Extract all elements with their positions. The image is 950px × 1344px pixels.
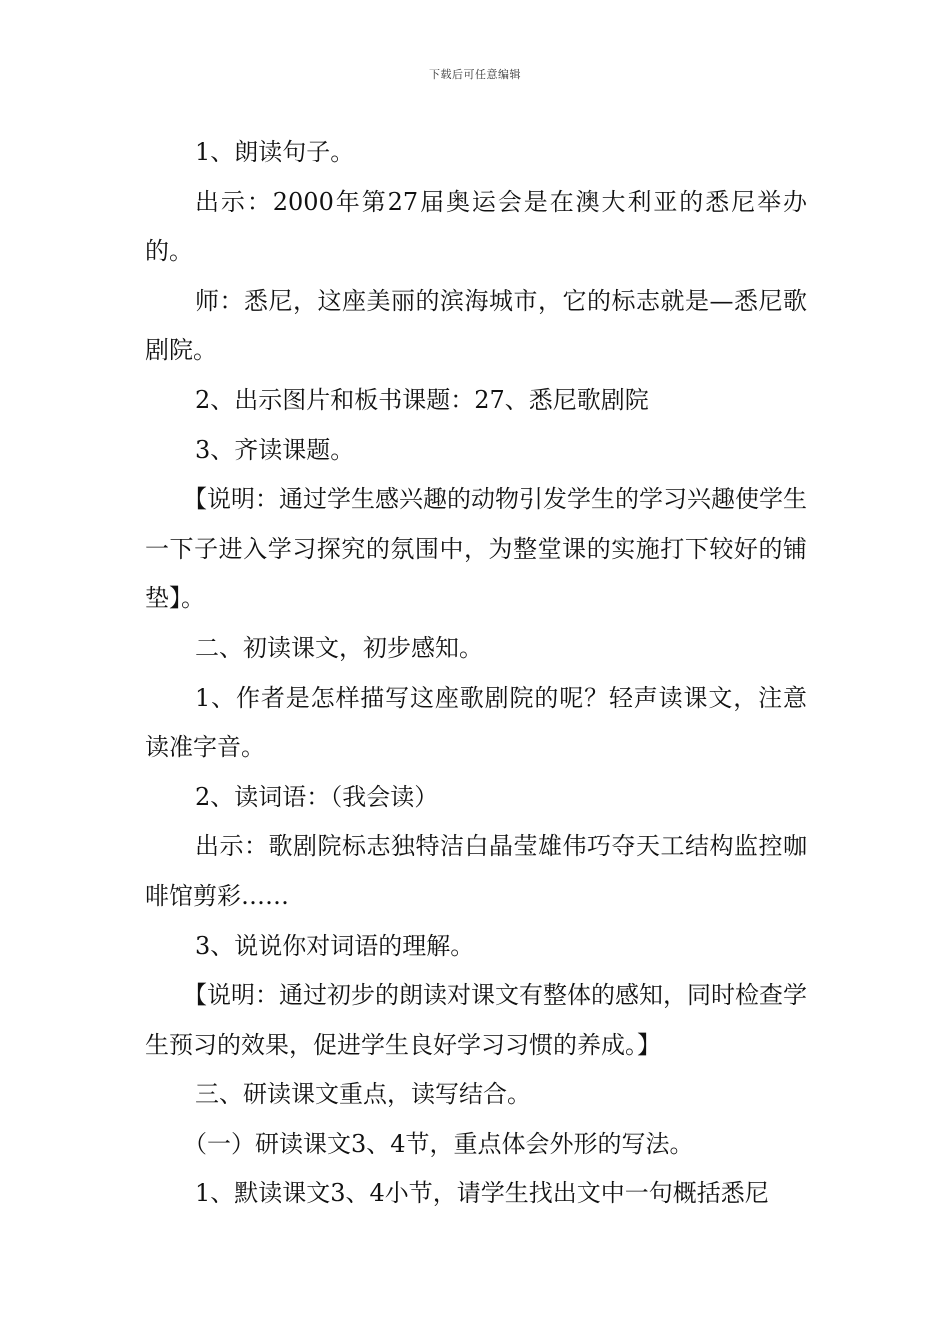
paragraph: 2、出示图片和板书课题：27、悉尼歌剧院 bbox=[195, 385, 649, 414]
document-body bbox=[145, 128, 807, 1219]
paragraph: 出示：歌剧院标志独特洁白晶莹雄伟巧夺天工结构监控咖啡馆剪彩…… bbox=[145, 832, 807, 910]
paragraph: 1、朗读句子。 bbox=[195, 138, 355, 166]
section-heading: 三、研读课文重点，读写结合。 bbox=[195, 1080, 531, 1109]
paragraph: 3、齐读课题。 bbox=[195, 435, 355, 464]
paragraph: 3、说说你对词语的理解。 bbox=[195, 931, 475, 960]
page-header: 下载后可任意编辑 bbox=[429, 68, 521, 81]
note-paragraph: 【说明：通过初步的朗读对课文有整体的感知，同时检查学生预习的效果，促进学生良好学习习惯的养成。】 bbox=[145, 981, 807, 1059]
paragraph: 1、默读课文3、4小节，请学生找出文中一句概括悉尼 bbox=[195, 1179, 769, 1208]
note-paragraph: 【说明：通过学生感兴趣的动物引发学生的学习兴趣使学生一下子进入学习探究的氛围中，为整堂课的实施打下较好的铺垫】。 bbox=[145, 485, 807, 613]
paragraph: 师：悉尼，这座美丽的滨海城市，它的标志就是—悉尼歌剧院。 bbox=[145, 286, 807, 365]
section-heading: 二、初读课文，初步感知。 bbox=[195, 633, 483, 662]
paragraph: 出示：2000年第27届奥运会是在澳大利亚的悉尼举办的。 bbox=[145, 187, 807, 266]
paragraph: 2、读词语：（我会读） bbox=[195, 782, 439, 811]
subsection-heading: （一）研读课文3、4节，重点体会外形的写法。 bbox=[183, 1129, 694, 1158]
paragraph: 1、作者是怎样描写这座歌剧院的呢？轻声读课文，注意读准字音。 bbox=[145, 683, 807, 762]
